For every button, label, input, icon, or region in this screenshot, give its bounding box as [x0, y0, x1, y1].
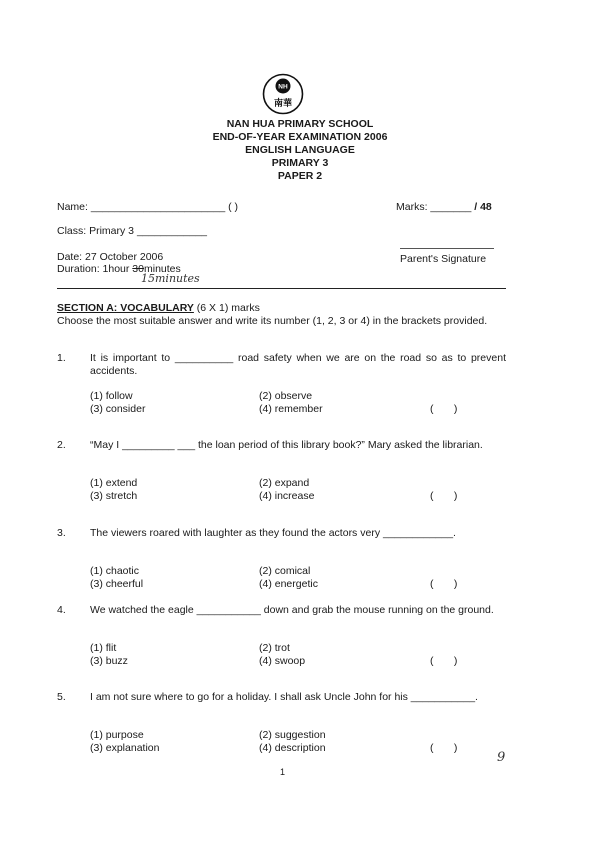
- parent-signature-label: Parent's Signature: [400, 253, 487, 265]
- handwritten-duration: 15minutes: [141, 272, 200, 285]
- answer-option: (3) buzz: [90, 655, 128, 667]
- marks-total: / 48: [474, 201, 492, 213]
- answer-bracket[interactable]: ( ): [430, 403, 458, 415]
- class-field: [57, 225, 207, 238]
- question-number: 5.: [57, 691, 66, 703]
- question-number: 2.: [57, 439, 66, 451]
- marks-field: [396, 201, 492, 214]
- header-divider: [57, 288, 506, 289]
- question-text: I am not sure where to go for a holiday. I shall ask Uncle John for his ___________.: [90, 691, 478, 703]
- question-text: “May I _________ ___ the loan period of this library book?” Mary asked the librarian.: [90, 439, 483, 451]
- duration-struck: 30: [132, 263, 144, 275]
- name-blank: _______________________: [90, 201, 226, 213]
- answer-option: (3) stretch: [90, 490, 138, 502]
- answer-option: (4) swoop: [259, 655, 306, 667]
- paper-title: PAPER 2: [277, 170, 323, 182]
- question-text: It is important to __________ road safety when we are on the road so as to prevent accidents.: [90, 352, 506, 377]
- question-number: 1.: [57, 352, 66, 364]
- level-title: PRIMARY 3: [271, 157, 329, 169]
- logo-mark: NH: [278, 83, 288, 91]
- name-field: [57, 201, 238, 214]
- page-number: 1: [280, 767, 286, 777]
- signature-line: [400, 248, 494, 249]
- handwritten-score: 9: [497, 750, 506, 765]
- answer-option: (2) expand: [259, 477, 310, 489]
- subject-title: ENGLISH LANGUAGE: [245, 144, 355, 156]
- answer-bracket[interactable]: ( ): [430, 490, 458, 502]
- answer-option: (1) flit: [90, 642, 117, 654]
- answer-option: (1) purpose: [90, 729, 144, 741]
- logo-chinese-text: 南華: [273, 99, 293, 109]
- marks-label: Marks:: [396, 201, 428, 213]
- section-title: SECTION A: VOCABULARY: [57, 302, 194, 314]
- answer-option: (1) extend: [90, 477, 138, 489]
- answer-option: (4) energetic: [259, 578, 318, 590]
- section-heading: [57, 302, 260, 315]
- answer-option: (2) trot: [259, 642, 290, 654]
- answer-bracket[interactable]: ( ): [430, 742, 458, 754]
- class-label: Class: Primary 3: [57, 225, 135, 237]
- school-name: NAN HUA PRIMARY SCHOOL: [226, 118, 374, 130]
- answer-option: (2) comical: [259, 565, 311, 577]
- section-marks: (6 X 1) marks: [193, 302, 260, 314]
- answer-option: (3) cheerful: [90, 578, 144, 590]
- question-number: 4.: [57, 604, 66, 616]
- marks-blank: _______: [430, 201, 472, 213]
- answer-option: (3) explanation: [90, 742, 160, 754]
- answer-option: (3) consider: [90, 403, 146, 415]
- duration-suffix: minutes: [143, 263, 181, 275]
- question-text: The viewers roared with laughter as they found the actors very ____________.: [90, 527, 456, 539]
- answer-option: (2) observe: [259, 390, 313, 402]
- question-number: 3.: [57, 527, 66, 539]
- duration-prefix: Duration: 1hour: [57, 263, 133, 275]
- school-logo: [262, 73, 304, 115]
- answer-option: (4) remember: [259, 403, 323, 415]
- answer-option: (1) chaotic: [90, 565, 140, 577]
- question-text: We watched the eagle ___________ down and grab the mouse running on the ground.: [90, 604, 494, 616]
- class-blank: ____________: [136, 225, 208, 237]
- answer-bracket[interactable]: ( ): [430, 655, 458, 667]
- name-label: Name:: [57, 201, 88, 213]
- section-instruction: Choose the most suitable answer and write its number (1, 2, 3 or 4) in the brackets provided.: [57, 315, 488, 327]
- answer-option: (4) increase: [259, 490, 315, 502]
- answer-option: (2) suggestion: [259, 729, 326, 741]
- exam-title: END-OF-YEAR EXAMINATION 2006: [212, 131, 388, 143]
- answer-option: (4) description: [259, 742, 326, 754]
- exam-date: Date: 27 October 2006: [57, 251, 164, 263]
- answer-option: (1) follow: [90, 390, 133, 402]
- index-bracket: ( ): [228, 201, 239, 213]
- answer-bracket[interactable]: ( ): [430, 578, 458, 590]
